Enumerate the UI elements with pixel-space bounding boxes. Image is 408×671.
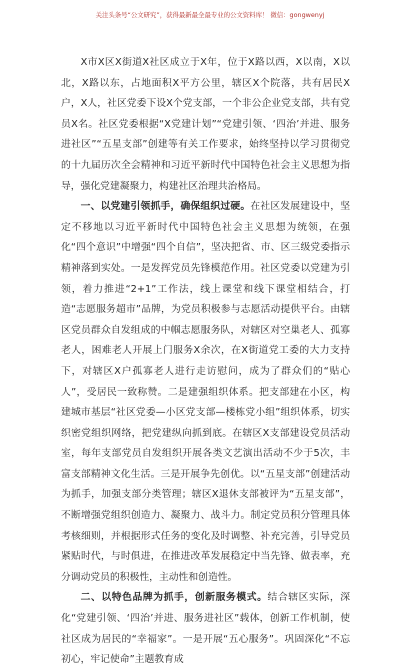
intro-paragraph (61, 53, 350, 197)
section-two-heading: 二、以特色品牌为抓手，创新服务模式。 (80, 592, 268, 604)
paragraph-text: X市X区X街道X社区成立于X年，位于X路以西，X以南，X以北，X路以东，占地面积X平方公里，辖区X个院落，共有居民X户，X人，社区党委下设X个党支部，一个非公企业党支部，共有党员X名。社区党委根据“X党建计划”“党建引领、‘四治’并进、服务进社区”“五星支部”创建等有关工作要求，始终坚持以学习贯彻党的十九届历次全会精神和习近平新时代中国特色社会主义思想为指导，强化党建凝聚力，构建社区治理共治格局。 (61, 57, 350, 192)
section-one-paragraph (61, 197, 350, 588)
paragraph-text: 在社区发展建设中，坚定不移地以习近平新时代中国特色社会主义思想为统领，在强化“四个意识”中增强“四个自信”，坚决把省、市、区三级党委指示精神落到实处。一是发挥党员先锋模范作用。社区党委以党建为引领，着力推进“2+1”工作法，线上课堂和线下课堂相结合，打造“志愿服务超市”品牌，为党员积极参与志愿活动提供平台。由辖区党员群众自发组成的中帼志愿服务队，对辖区对空巢老人、孤寡老人，困难老人开展上门服务X余次，在X街道党工委的大力支持下，对辖区X户孤寡老人进行走访慰问，成为了群众们的“贴心人”，受居民一致称赞。二是建强组织体系。把支部建在小区，构建城市基层“社区党委—小区党支部—楼栋党小组”组织体系，切实织密党组织网络，把党建纵向抓到底。在辖区X支部建设党员活动室，每年支部党员自发组织开展各类文艺演出活动不少于5次，丰富支部精神文化生活。三是开展争先创优。以“五星支部”创建活动为抓手，加强支部分类管理；辖区X退休支部被评为“五星支部”，不断增强党组织创造力、凝聚力、战斗力。制定党员积分管理具体考核细则，并根据形式任务的变化及时调整、补充完善，引导党员紧贴时代，与时俱进，在推进改革发展稳定中当先锋、做表率，充分调动党员的积极性，主动性和创造性。 (61, 201, 351, 583)
paragraph-text: 结合辖区实际，深化“党建引领、‘四治’并进、服务进社区”载体，创新工作机制，使社区成为居民的“幸福家”。一是开展“五心服务”。巩固深化“不忘初心，牢记使命”主题教育成 (61, 592, 351, 666)
header-banner: 关注头条号“公文研究”，获得最新最全最专业的公文资料库！ 微信：gongwenyj (95, 11, 325, 19)
section-two-paragraph (61, 588, 350, 670)
section-one-heading: 一、以党建引领抓手，确保组织过硬。 (80, 201, 251, 213)
document-body (61, 53, 350, 671)
